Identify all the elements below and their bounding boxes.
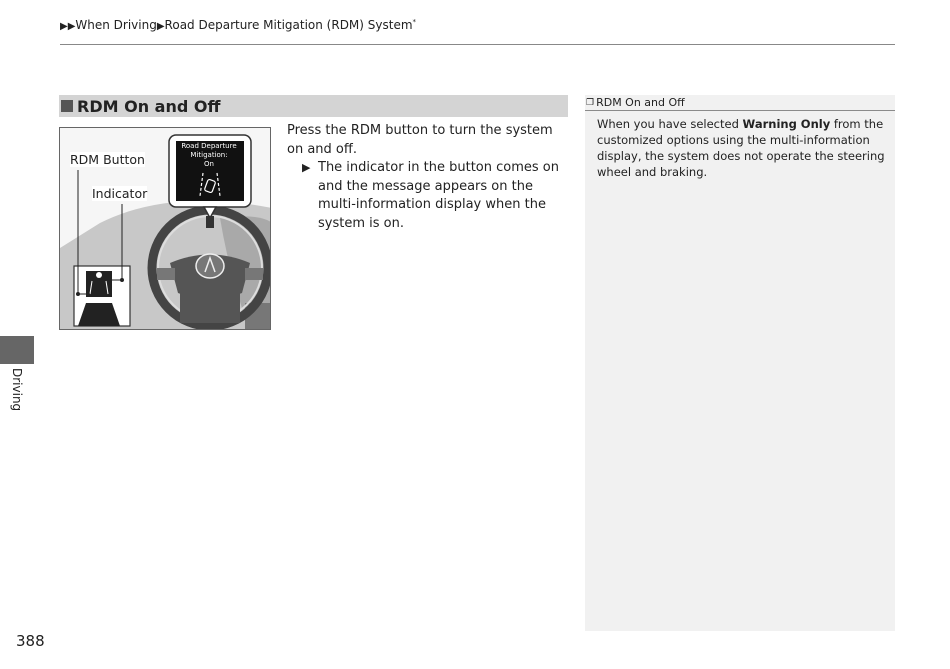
main-text [287, 122, 569, 233]
arrow-icon: ▶ [156, 21, 165, 32]
instruction-paragraph: Press the RDM button to turn the system on and off. [287, 123, 553, 157]
chapter-tab-label: Driving [10, 368, 24, 412]
side-note-title: RDM On and Off [596, 96, 685, 109]
rdm-illustration [59, 127, 271, 330]
display-line-3: On [204, 160, 214, 168]
side-note-bold: Warning Only [742, 117, 831, 131]
display-line-1: Road Departure [181, 142, 237, 150]
side-note-text-end: from the customized options using the multi-information display, the system does not operate the steering wheel and braking. [597, 117, 885, 179]
label-rdm-button: RDM Button [70, 152, 145, 167]
display-message [178, 142, 240, 169]
arrow-icon: ▶ [302, 161, 311, 174]
asterisk-mark: * [412, 18, 417, 26]
side-note-text-start: When you have selected [597, 117, 743, 131]
square-bullet-icon [61, 100, 73, 112]
breadcrumb-item-rdm-system: Road Departure Mitigation (RDM) System [164, 18, 413, 32]
side-note-panel [585, 95, 895, 631]
side-note-text [585, 111, 895, 180]
display-line-2: Mitigation: [190, 151, 228, 159]
arrow-icon: ▶▶ [60, 21, 76, 32]
page-number: 388 [16, 632, 45, 650]
reference-icon: ❐ [586, 97, 595, 108]
label-indicator: Indicator [92, 186, 148, 201]
side-note-header [585, 95, 895, 111]
header-rule [60, 44, 895, 45]
section-heading [59, 95, 568, 117]
sub-item-text: The indicator in the button comes on and the message appears on the multi-information display when the system is on. [318, 160, 559, 231]
chapter-tab [0, 336, 34, 364]
breadcrumb [60, 18, 416, 32]
section-title: RDM On and Off [77, 96, 221, 116]
breadcrumb-item-when-driving: When Driving [75, 18, 157, 32]
sub-item [302, 159, 569, 233]
